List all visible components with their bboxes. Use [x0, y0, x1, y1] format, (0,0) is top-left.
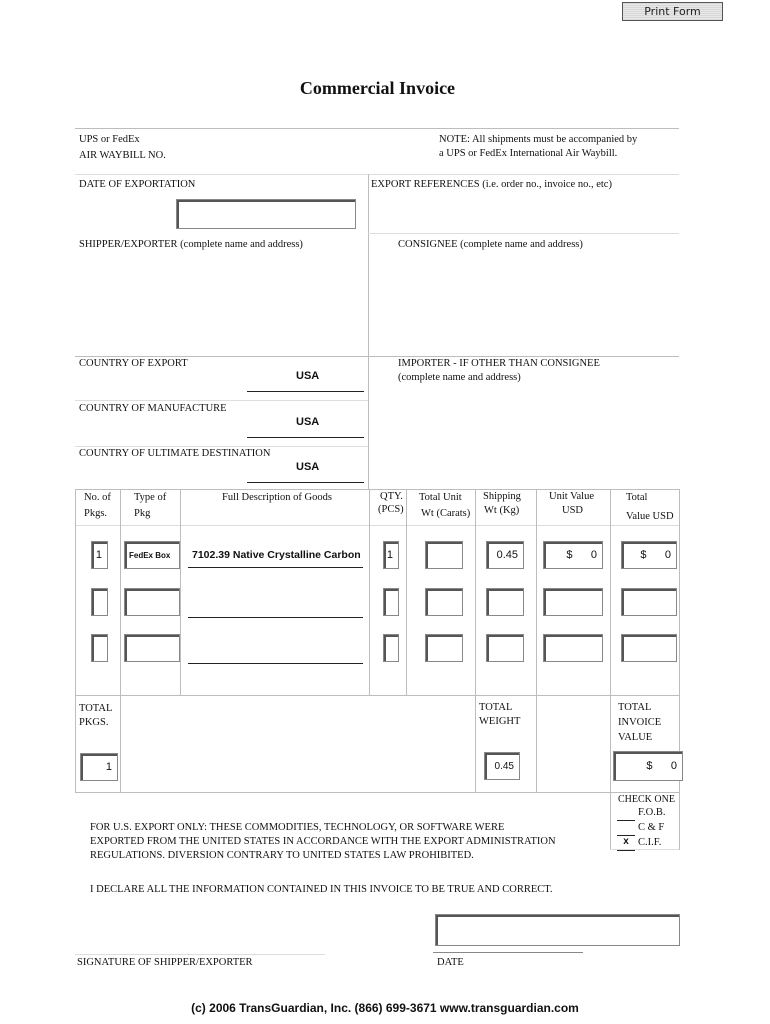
col-divider: [75, 489, 76, 695]
qty-input[interactable]: 1: [383, 541, 399, 569]
description-underline: [188, 567, 363, 568]
print-form-button[interactable]: Print Form: [622, 2, 723, 21]
pkgs-input[interactable]: 1: [91, 541, 108, 569]
table-bottom-border: [75, 695, 679, 696]
country-of-export-value[interactable]: USA: [296, 370, 320, 382]
unit-weight-input[interactable]: [425, 634, 463, 662]
qty-input[interactable]: [383, 634, 399, 662]
country-of-manufacture-underline: [247, 437, 364, 438]
shipping-weight-input[interactable]: [486, 588, 524, 616]
col-header-description: Full Description of Goods: [222, 492, 332, 503]
country-of-export-underline: [247, 391, 364, 392]
col-divider: [180, 489, 181, 695]
divider: [368, 174, 369, 489]
total-value-input[interactable]: [621, 588, 677, 616]
date-of-export-input[interactable]: [176, 199, 356, 229]
col-divider: [536, 489, 537, 695]
total-value-input[interactable]: [621, 634, 677, 662]
country-of-destination-label: COUNTRY OF ULTIMATE DESTINATION: [79, 448, 271, 459]
col-header-shipping-weight: Wt (Kg): [484, 505, 520, 516]
description-underline: [188, 663, 363, 664]
col-divider: [679, 489, 680, 695]
total-pkgs-label: TOTAL: [79, 703, 113, 714]
export-references-label: EXPORT REFERENCES (i.e. order no., invoice no., etc): [371, 179, 612, 190]
signature-line: [75, 954, 325, 955]
total-invoice-label: INVOICE: [618, 717, 662, 728]
export-notice-line: FOR U.S. EXPORT ONLY: THESE COMMODITIES, TECHNOLOGY, OR SOFTWARE WERE: [90, 822, 505, 833]
col-header-pkgs: Pkgs.: [84, 508, 108, 519]
qty-input[interactable]: [383, 588, 399, 616]
col-divider: [536, 695, 537, 793]
unit-weight-input[interactable]: [425, 541, 463, 569]
unit-value-input[interactable]: [543, 634, 603, 662]
country-of-destination-value[interactable]: USA: [296, 461, 320, 473]
col-divider: [120, 695, 121, 793]
total-invoice-input[interactable]: $ 0: [613, 751, 683, 781]
country-of-manufacture-label: COUNTRY OF MANUFACTURE: [79, 403, 227, 414]
date-input[interactable]: [435, 914, 680, 946]
col-header-qty: (PCS): [378, 504, 404, 515]
col-divider: [369, 489, 370, 695]
col-divider: [610, 489, 611, 695]
shipping-weight-input[interactable]: [486, 634, 524, 662]
export-notice-line: REGULATIONS. DIVERSION CONTRARY TO UNITED STATES LAW PROHIBITED.: [90, 850, 474, 861]
unit-weight-input[interactable]: [425, 588, 463, 616]
awb-label-line1: UPS or FedEx: [79, 134, 140, 145]
divider: [75, 400, 368, 401]
date-line: [433, 952, 583, 953]
shipper-label: SHIPPER/EXPORTER (complete name and address): [79, 239, 303, 250]
total-pkgs-input[interactable]: 1: [80, 753, 118, 781]
cif-checkbox[interactable]: x: [617, 836, 635, 851]
divider: [75, 174, 679, 175]
col-header-qty: QTY.: [380, 491, 403, 502]
total-invoice-label: TOTAL: [618, 702, 652, 713]
col-divider: [120, 489, 121, 695]
signature-label: SIGNATURE OF SHIPPER/EXPORTER: [77, 957, 253, 968]
cnf-label: C & F: [638, 822, 665, 833]
col-divider: [475, 695, 476, 793]
cnf-checkbox[interactable]: [617, 821, 635, 836]
col-divider: [475, 489, 476, 695]
date-of-export-label: DATE OF EXPORTATION: [79, 179, 196, 190]
total-weight-input[interactable]: 0.45: [484, 752, 520, 780]
col-header-type: Pkg: [134, 508, 151, 519]
shipping-weight-input[interactable]: 0.45: [486, 541, 524, 569]
col-header-unit-value: USD: [562, 505, 584, 516]
pkgs-input[interactable]: [91, 634, 108, 662]
total-invoice-label: VALUE: [618, 732, 653, 743]
unit-value-input[interactable]: [543, 588, 603, 616]
col-header-unit-weight: Total Unit: [419, 492, 462, 503]
pkg-type-input[interactable]: [124, 588, 180, 616]
importer-label-line2: (complete name and address): [398, 372, 521, 383]
total-weight-label: WEIGHT: [479, 716, 521, 727]
total-value-input[interactable]: $ 0: [621, 541, 677, 569]
date-label: DATE: [437, 957, 464, 968]
country-of-manufacture-value[interactable]: USA: [296, 416, 320, 428]
export-notice-line: EXPORTED FROM THE UNITED STATES IN ACCORDANCE WITH THE EXPORT ADMINISTRATION: [90, 836, 556, 847]
table-header-divider: [75, 525, 679, 526]
col-divider: [75, 695, 76, 793]
note-line2: a UPS or FedEx International Air Waybill.: [439, 148, 618, 159]
col-header-total-value: Total: [626, 492, 648, 503]
declaration: I DECLARE ALL THE INFORMATION CONTAINED IN THIS INVOICE TO BE TRUE AND CORRECT.: [90, 884, 553, 895]
col-divider: [406, 489, 407, 695]
consignee-label: CONSIGNEE (complete name and address): [398, 239, 583, 250]
col-header-type: Type of: [134, 492, 167, 503]
footer-copyright: (c) 2006 TransGuardian, Inc. (866) 699-3671 www.transguardian.com: [191, 1001, 579, 1015]
awb-label-line2: AIR WAYBILL NO.: [79, 150, 166, 161]
col-header-total-value: Value USD: [626, 511, 674, 522]
total-weight-label: TOTAL: [479, 702, 513, 713]
totals-bottom-border: [75, 792, 679, 793]
page-title: Commercial Invoice: [299, 78, 456, 98]
pkg-type-input[interactable]: [124, 634, 180, 662]
pkgs-input[interactable]: [91, 588, 108, 616]
fob-checkbox[interactable]: [617, 806, 635, 821]
note-line1: NOTE: All shipments must be accompanied by: [439, 134, 638, 145]
cif-label: C.I.F.: [638, 837, 662, 848]
divider: [368, 233, 679, 234]
col-header-shipping-weight: Shipping: [483, 491, 521, 502]
description-input[interactable]: 7102.39 Native Crystalline Carbon: [192, 549, 361, 561]
country-of-export-label: COUNTRY OF EXPORT: [79, 358, 188, 369]
col-divider: [610, 695, 611, 850]
unit-value-input[interactable]: $ 0: [543, 541, 603, 569]
col-header-unit-value: Unit Value: [549, 491, 595, 502]
description-underline: [188, 617, 363, 618]
fob-label: F.O.B.: [638, 807, 666, 818]
total-pkgs-label: PKGS.: [79, 717, 109, 728]
pkg-type-input[interactable]: FedEx Box: [124, 541, 180, 569]
country-of-destination-underline: [247, 482, 364, 483]
divider: [75, 128, 679, 129]
col-header-unit-weight: Wt (Carats): [421, 508, 471, 519]
col-header-pkgs: No. of: [84, 492, 111, 503]
check-one-label: CHECK ONE: [618, 794, 675, 805]
importer-label-line1: IMPORTER - IF OTHER THAN CONSIGNEE: [398, 358, 600, 369]
